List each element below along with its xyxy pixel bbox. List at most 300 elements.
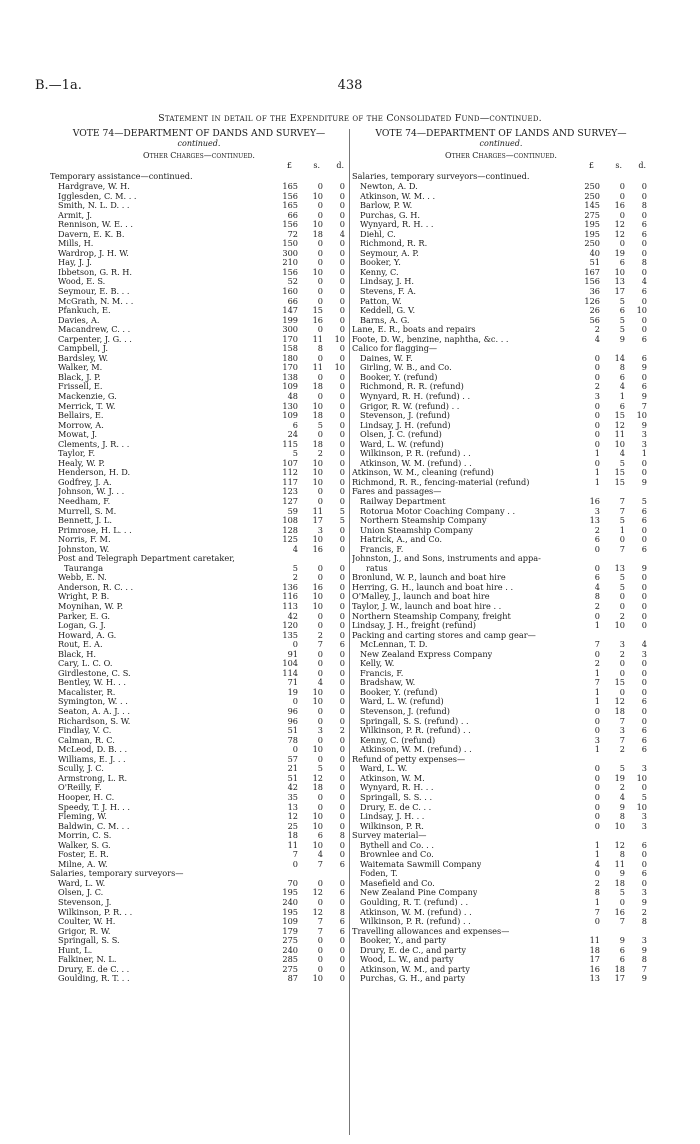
amount-shillings: 19: [614, 247, 625, 258]
payee-name: Northern Steamship Company: [360, 515, 487, 526]
amount-shillings: 0: [317, 562, 323, 573]
ledger-row: [50, 677, 348, 687]
amount-shillings: 6: [619, 954, 625, 965]
amount-shillings: 0: [317, 935, 323, 946]
ledger-row: [352, 973, 650, 983]
amount-pence: 4: [641, 276, 647, 287]
amount-pounds: 8: [594, 887, 600, 898]
amount-pounds: 114: [282, 667, 298, 678]
amount-pounds: 113: [282, 601, 298, 612]
amount-pounds: 2: [594, 877, 600, 888]
amount-pence: 0: [641, 324, 647, 335]
amount-pence: 6: [339, 916, 345, 927]
ledger-row: [50, 926, 348, 936]
amount-shillings: 0: [317, 658, 323, 669]
payee-name: Ward, L. W.: [360, 763, 408, 774]
ledger-row: [50, 878, 348, 888]
payee-name: Railway Department: [360, 496, 446, 506]
page-number: 438: [337, 78, 363, 93]
column-divider: [349, 129, 350, 1135]
amount-pence: 0: [339, 677, 345, 688]
ledger-row: [352, 773, 650, 783]
amount-pounds: 285: [282, 954, 298, 965]
amount-shillings: 7: [317, 916, 323, 927]
sub-heading-right: Other Charges—continued.: [445, 151, 557, 161]
amount-shillings: 19: [614, 772, 625, 783]
amount-pence: 0: [339, 954, 345, 965]
amount-pounds: 51: [589, 257, 600, 268]
ledger-row: [50, 286, 348, 296]
amount-shillings: 18: [312, 782, 323, 793]
amount-shillings: 5: [619, 581, 625, 592]
amount-pounds: 26: [589, 305, 600, 316]
payee-name: Bradshaw, W.: [360, 677, 416, 688]
amount-pence: 0: [641, 858, 647, 869]
amount-shillings: 8: [619, 362, 625, 373]
amount-pence: 0: [641, 534, 647, 545]
amount-shillings: 0: [619, 180, 625, 191]
ledger-row: [352, 964, 650, 974]
section-label: Temporary assistance—continued.: [50, 171, 193, 182]
amount-pence: 6: [641, 505, 647, 516]
payee-name: Stevens, F. A.: [360, 285, 417, 296]
amount-pounds: 108: [282, 515, 298, 526]
ledger-row: [352, 496, 650, 506]
amount-pounds: 156: [584, 276, 600, 287]
amount-shillings: 8: [619, 849, 625, 860]
amount-pence: 5: [339, 515, 345, 526]
ledger-row: [352, 935, 650, 945]
amount-shillings: 6: [619, 371, 625, 382]
ledger-row: [50, 973, 348, 983]
amount-shillings: 10: [312, 467, 323, 478]
amount-shillings: 0: [317, 486, 323, 497]
payee-name: Williams, E. J. . .: [58, 753, 126, 764]
amount-pence: 0: [641, 467, 647, 478]
ledger-row: [50, 964, 348, 974]
ledger-row: [352, 639, 650, 649]
amount-shillings: 1: [619, 524, 625, 535]
ledger-row: [50, 572, 348, 582]
amount-pounds: 165: [282, 200, 298, 211]
amount-pounds: 13: [589, 515, 600, 526]
amount-pence: 0: [641, 266, 647, 277]
amount-shillings: 18: [312, 228, 323, 239]
payee-name: Davies, A.: [58, 314, 100, 325]
ledger-row: [352, 448, 650, 458]
ledger-row: [352, 248, 650, 258]
payee-name: Booker, Y. (refund): [360, 686, 438, 697]
amount-pounds: 1: [594, 696, 600, 707]
payee-name: Newton, A. D.: [360, 180, 418, 191]
amount-pounds: 5: [292, 562, 298, 573]
amount-shillings: 11: [312, 362, 323, 373]
ledger-row: [352, 334, 650, 344]
amount-pence: 0: [339, 476, 345, 487]
amount-pence: 0: [641, 572, 647, 583]
amount-pounds: 250: [584, 180, 600, 191]
amount-shillings: 0: [317, 496, 323, 506]
ledger-row: [50, 219, 348, 229]
payee-name: Atkinson, W. M.: [360, 772, 425, 783]
amount-shillings: 10: [614, 438, 625, 449]
amount-pounds: 0: [594, 706, 600, 717]
ledger-row: [50, 229, 348, 239]
amount-pence: 0: [339, 877, 345, 888]
amount-pence: 0: [641, 180, 647, 191]
payee-name: O'Reilly, F.: [58, 782, 102, 793]
amount-pounds: 66: [287, 209, 298, 220]
payee-name: Igglesden, C. M. . .: [58, 190, 137, 201]
amount-pence: 0: [641, 371, 647, 382]
column-headers-right: [352, 161, 650, 171]
amount-pence: 0: [641, 314, 647, 325]
payee-name: Lindsay, J. H. . .: [360, 811, 425, 822]
ledger-row: [352, 887, 650, 897]
amount-pounds: 0: [594, 362, 600, 373]
amount-pence: 6: [339, 887, 345, 898]
amount-pounds: 160: [282, 285, 298, 296]
amount-pounds: 1: [594, 620, 600, 631]
payee-name: Goulding, R. T. (refund) . .: [360, 896, 469, 907]
amount-pounds: 4: [594, 581, 600, 592]
amount-shillings: 0: [317, 753, 323, 764]
ledger-row: [50, 458, 348, 468]
amount-shillings: 2: [619, 648, 625, 659]
amount-shillings: 15: [614, 467, 625, 478]
amount-pounds: 116: [282, 591, 298, 602]
payee-name: Rotorua Motor Coaching Company . .: [360, 505, 516, 516]
ledger-row: [50, 486, 348, 496]
payee-name: Springall, S. S. (refund) . .: [360, 715, 469, 726]
payee-name: Booker, Y., and party: [360, 935, 447, 946]
ledger-row: [50, 353, 348, 363]
ledger-row: [352, 353, 650, 363]
ledger-row: [352, 735, 650, 745]
amount-pounds: 0: [594, 715, 600, 726]
amount-pounds: 1: [594, 744, 600, 755]
amount-pence: 3: [641, 763, 647, 774]
ledger-row: [352, 687, 650, 697]
ledger-row: [352, 907, 650, 917]
payee-name: Olsen, J. C. (refund): [360, 429, 442, 440]
ledger-row: [50, 248, 348, 258]
amount-pounds: 158: [282, 343, 298, 354]
payee-name: Ward, L. W.: [58, 877, 106, 888]
ledger-row: [50, 372, 348, 382]
ledger-row: [352, 716, 650, 726]
amount-shillings: 0: [317, 238, 323, 249]
payee-name: Johnston, J., and Sons, instruments and appa-: [352, 553, 541, 564]
amount-pounds: 1: [594, 448, 600, 459]
payee-name: Atkinson, W. M. . .: [360, 190, 436, 201]
amount-shillings: 9: [619, 801, 625, 812]
section-label: Packing and carting stores and camp gear—: [352, 629, 536, 640]
amount-shillings: 0: [317, 200, 323, 211]
amount-pence: 3: [641, 935, 647, 946]
ledger-row: [352, 821, 650, 831]
payee-name: Wynyard, R. H. . .: [360, 219, 434, 230]
amount-pounds: 59: [287, 505, 298, 516]
amount-shillings: 15: [614, 677, 625, 688]
amount-shillings: 10: [312, 696, 323, 707]
amount-shillings: 10: [312, 811, 323, 822]
ledger-row: [352, 315, 650, 325]
amount-shillings: 4: [619, 791, 625, 802]
ledger-row: [352, 257, 650, 267]
amount-pounds: 0: [594, 868, 600, 879]
section-heading: [352, 926, 650, 936]
amount-shillings: 7: [317, 925, 323, 936]
vote-continued-left: continued.: [177, 139, 221, 149]
ledger-row: [352, 458, 650, 468]
payee-name: Taylor, J. W., launch and boat hire . .: [352, 601, 502, 612]
amount-shillings: 11: [614, 429, 625, 440]
ledger-row: [50, 296, 348, 306]
amount-shillings: 10: [312, 601, 323, 612]
ledger-row: [50, 792, 348, 802]
amount-shillings: 7: [619, 715, 625, 726]
amount-pence: 2: [641, 906, 647, 917]
amount-shillings: 0: [317, 896, 323, 907]
payee-name: Falkiner, N. L.: [58, 954, 117, 965]
payee-name: Campbell, J.: [58, 343, 108, 354]
ledger-row: [352, 868, 650, 878]
payee-name: Lindsay, J. H. (refund): [360, 419, 451, 430]
amount-pounds: 0: [594, 725, 600, 736]
payee-name: Milne, A. W.: [58, 858, 108, 869]
ledger-row: [352, 601, 650, 611]
amount-pence: 0: [339, 896, 345, 907]
amount-pounds: 0: [594, 772, 600, 783]
amount-pounds: 3: [594, 734, 600, 745]
amount-pence: 6: [641, 333, 647, 344]
amount-pounds: 52: [287, 276, 298, 287]
ledger-row: [352, 916, 650, 926]
payee-name: Girling, W. B., and Co.: [360, 362, 452, 373]
amount-pence: 0: [339, 610, 345, 621]
payee-name: Stevenson, J. (refund): [360, 410, 450, 421]
amount-pounds: 7: [292, 849, 298, 860]
amount-pence: 0: [339, 944, 345, 955]
amount-shillings: 11: [614, 858, 625, 869]
payee-name: Cary, L. C. O.: [58, 658, 113, 669]
amount-shillings: 10: [312, 190, 323, 201]
amount-pounds: 195: [584, 228, 600, 239]
amount-shillings: 0: [317, 715, 323, 726]
amount-shillings: 0: [317, 371, 323, 382]
payee-name: Hay, J. J.: [58, 257, 92, 268]
ledger-row: [50, 496, 348, 506]
amount-shillings: 0: [619, 209, 625, 220]
ledger-row: [50, 849, 348, 859]
amount-pounds: 51: [287, 772, 298, 783]
payee-name: Howard, A. G.: [58, 629, 117, 640]
amount-pounds: 0: [594, 419, 600, 430]
amount-shillings: 3: [619, 639, 625, 650]
vote-heading-left: VOTE 74—DEPARTMENT OF DANDS AND SURVEY—: [72, 128, 326, 139]
payee-name: Girdlestone, C. S.: [58, 667, 131, 678]
ledger-row: [352, 945, 650, 955]
pounds-header: £: [588, 161, 594, 171]
ledger-row: [352, 658, 650, 668]
amount-pounds: 12: [287, 811, 298, 822]
ledger-row: [50, 782, 348, 792]
payee-name: Foden, T.: [360, 868, 398, 879]
amount-pounds: 42: [287, 610, 298, 621]
payee-name: Black, J. P.: [58, 371, 101, 382]
amount-pounds: 0: [594, 400, 600, 411]
ledger-row: [352, 286, 650, 296]
amount-pence: 9: [641, 973, 647, 984]
section-heading: [50, 868, 348, 878]
payee-name: Seymour, E. B. . .: [58, 285, 130, 296]
right-column: [352, 129, 650, 983]
amount-pounds: 0: [594, 916, 600, 927]
amount-pence: 0: [339, 706, 345, 717]
amount-pounds: 6: [594, 572, 600, 583]
amount-pounds: 2: [594, 381, 600, 392]
payee-name: Mowat, J.: [58, 429, 97, 440]
amount-pence: 0: [339, 753, 345, 764]
section-label: Fares and passages—: [352, 486, 442, 497]
amount-shillings: 18: [312, 381, 323, 392]
ledger-row: [50, 821, 348, 831]
payee-name: Bennett, J. L.: [58, 515, 112, 526]
amount-shillings: 5: [317, 763, 323, 774]
ledger-row: [352, 181, 650, 191]
ledger-row: [50, 267, 348, 277]
amount-pence: 0: [641, 295, 647, 306]
amount-pence: 0: [339, 247, 345, 258]
amount-pence: 6: [641, 839, 647, 850]
payee-name: Smith, N. L. D. . .: [58, 200, 130, 211]
ledger-row: [50, 716, 348, 726]
amount-pence: 6: [641, 725, 647, 736]
amount-shillings: 2: [619, 744, 625, 755]
amount-pounds: 250: [584, 190, 600, 201]
amount-pence: 0: [339, 486, 345, 497]
ledger-row: [352, 611, 650, 621]
shillings-header: s.: [313, 161, 320, 171]
payee-name: Kenny, C. (refund): [360, 734, 436, 745]
amount-pounds: 7: [594, 677, 600, 688]
payee-name: Godfrey, J. A.: [58, 476, 112, 487]
ledger-row: [352, 544, 650, 554]
amount-pounds: 195: [584, 219, 600, 230]
ledger-row: [50, 553, 348, 563]
payee-name: Lane, E. R., boats and repairs: [352, 324, 476, 335]
payee-name: Bronlund, W. P., launch and boat hire: [352, 572, 506, 583]
amount-pounds: 125: [282, 534, 298, 545]
amount-shillings: 15: [614, 410, 625, 421]
payee-name: Macalister, R.: [58, 686, 116, 697]
amount-shillings: 0: [317, 285, 323, 296]
amount-pence: 0: [641, 581, 647, 592]
amount-pounds: 126: [584, 295, 600, 306]
amount-shillings: 2: [619, 610, 625, 621]
amount-pence: 0: [339, 219, 345, 230]
amount-pounds: 199: [282, 314, 298, 325]
ledger-row: [50, 534, 348, 544]
amount-pounds: 0: [594, 543, 600, 554]
payee-name: Bardsley, W.: [58, 352, 109, 363]
amount-pence: 0: [339, 811, 345, 822]
payee-name: Atkinson, W. M., and party: [360, 963, 470, 974]
payee-name: Symington, W. . .: [58, 696, 128, 707]
amount-shillings: 4: [619, 448, 625, 459]
payee-name: Masefield and Co.: [360, 877, 435, 888]
amount-shillings: 16: [614, 200, 625, 211]
amount-pence: 0: [339, 772, 345, 783]
ledger-row: [352, 763, 650, 773]
amount-pence: 0: [339, 343, 345, 354]
amount-shillings: 12: [312, 906, 323, 917]
ledger-row: [50, 315, 348, 325]
payee-name: Seaton, A. A. J. . .: [58, 706, 130, 717]
amount-pence: 0: [339, 963, 345, 974]
amount-pence: 0: [339, 238, 345, 249]
ledger-row: [352, 782, 650, 792]
ledger-row: [50, 954, 348, 964]
ledger-row: [352, 811, 650, 821]
amount-shillings: 10: [312, 400, 323, 411]
amount-pounds: 147: [282, 305, 298, 316]
payee-name: Moynihan, W. P.: [58, 601, 124, 612]
ledger-row: [50, 506, 348, 516]
ledger-row: [50, 191, 348, 201]
amount-shillings: 3: [317, 524, 323, 535]
payee-name: Rout, E. A.: [58, 639, 103, 650]
payee-name: Kelly, W.: [360, 658, 395, 669]
amount-shillings: 5: [619, 515, 625, 526]
ledger-row: [352, 506, 650, 516]
amount-shillings: 0: [317, 324, 323, 335]
payee-name: Bythell and Co. . .: [360, 839, 434, 850]
amount-shillings: 10: [312, 744, 323, 755]
amount-pence: 0: [339, 973, 345, 984]
payee-name: Wilkinson, P. R. (refund) . .: [360, 725, 471, 736]
payee-name: Logan, G. J.: [58, 620, 106, 631]
amount-pounds: 138: [282, 371, 298, 382]
payee-name: Atkinson, W. M. (refund) . .: [360, 744, 472, 755]
payee-name: Scully, J. C.: [58, 763, 104, 774]
ledger-row: [50, 200, 348, 210]
amount-shillings: 5: [619, 572, 625, 583]
amount-shillings: 18: [614, 877, 625, 888]
amount-shillings: 0: [317, 352, 323, 363]
amount-shillings: 3: [317, 725, 323, 736]
amount-pence: 6: [641, 228, 647, 239]
amount-pounds: 3: [594, 390, 600, 401]
amount-pence: 2: [339, 725, 345, 736]
amount-pence: 0: [339, 419, 345, 430]
amount-pence: 0: [339, 791, 345, 802]
amount-pounds: 167: [584, 266, 600, 277]
amount-pence: 5: [339, 505, 345, 516]
amount-shillings: 0: [619, 658, 625, 669]
amount-pence: 0: [339, 180, 345, 191]
amount-shillings: 16: [614, 906, 625, 917]
amount-pence: 3: [641, 429, 647, 440]
ledger-row: [50, 668, 348, 678]
payee-name: Atkinson, W. M. (refund) . .: [360, 457, 472, 468]
amount-pence: 6: [641, 219, 647, 230]
amount-pence: 6: [339, 858, 345, 869]
amount-shillings: 6: [619, 257, 625, 268]
amount-pence: 0: [339, 266, 345, 277]
ledger-row: [50, 324, 348, 334]
